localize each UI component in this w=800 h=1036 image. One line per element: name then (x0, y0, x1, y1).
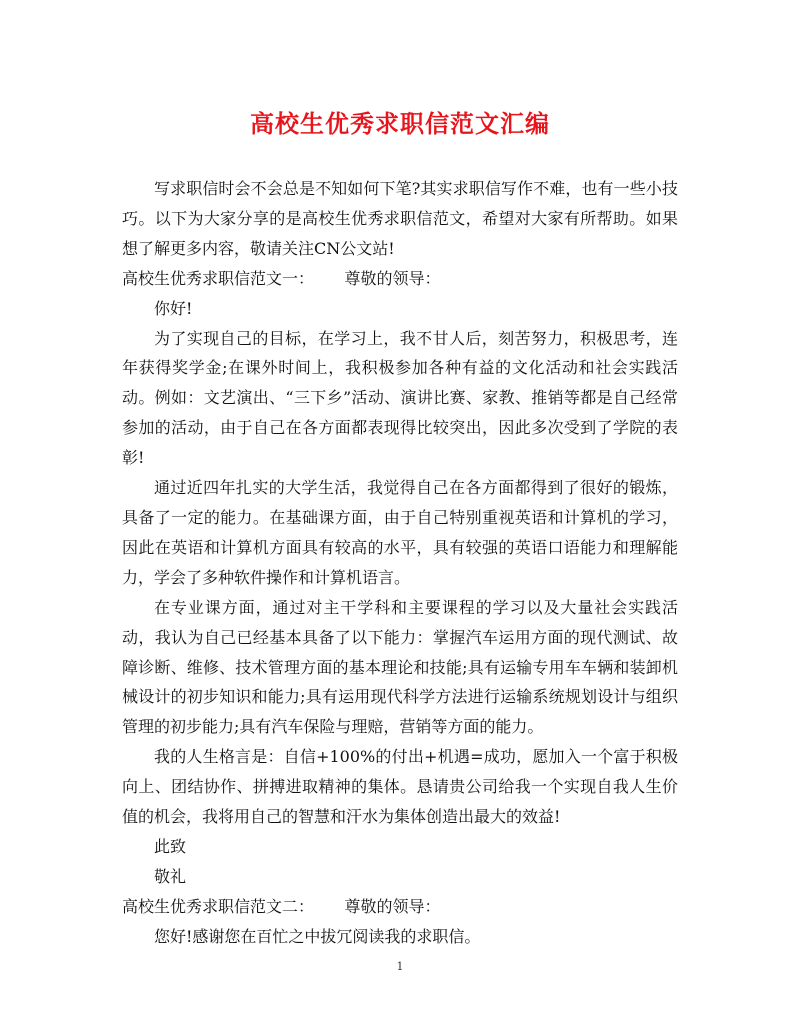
greeting: 尊敬的领导： (344, 896, 441, 916)
salutation: 你好! (154, 298, 193, 318)
body-paragraph: 我的人生格言是：自信+100%的付出+机遇=成功，愿加入一个富于积极向上、团结协作、拼搏进取精神的集体。恳请贵公司给我一个实现自我人生价值的机会，我将用自己的智慧和汗水为集体创造出最大的效益! (122, 747, 678, 827)
intro-paragraph: 写求职信时会不会总是不知如何下笔?其实求职信写作不难，也有一些小技巧。以下为大家分享的是高校生优秀求职信范文，希望对大家有所帮助。如果想了解更多内容，敬请关注CN公文站! (122, 179, 678, 258)
closing-line: 此致 (154, 836, 187, 856)
section-heading-2 (122, 892, 678, 922)
body-paragraph: 为了实现自己的目标，在学习上，我不甘人后，刻苦努力，积极思考，连年获得奖学金;在课外时间上，我积极参加各种有益的文化活动和社会实践活动。例如：文艺演出、“三下乡”活动、演讲比赛、家教、推销等都是自己经常参加的活动，由于自己在各方面都表现得比较突出，因此多次受到了学院的表彰! (122, 328, 678, 468)
body-paragraph: 在专业课方面，通过对主干学科和主要课程的学习以及大量社会实践活动，我认为自己已经基本具备了以下能力：掌握汽车运用方面的现代测试、故障诊断、维修、技术管理方面的基本理论和技能;具有运输专用车车辆和装卸机械设计的初步知识和能力;具有运用现代科学方法进行运输系统规划设计与组织管理的初步能力;具有汽车保险与理赔，营销等方面的能力。 (122, 597, 678, 737)
section-heading-1 (122, 264, 678, 294)
closing-line: 敬礼 (154, 866, 187, 886)
greeting: 尊敬的领导： (344, 268, 441, 288)
section-heading-label: 高校生优秀求职信范文一： (122, 268, 315, 288)
page-number: 1 (396, 960, 404, 973)
document-body (122, 174, 678, 952)
document-title: 高校生优秀求职信范文汇编 (250, 109, 550, 138)
body-paragraph: 通过近四年扎实的大学生活，我觉得自己在各方面都得到了很好的锻炼，具备了一定的能力。在基础课方面，由于自己特别重视英语和计算机的学习，因此在英语和计算机方面具有较高的水平，具有较强的英语口语能力和理解能力，学会了多种软件操作和计算机语言。 (122, 478, 678, 587)
salutation: 您好!感谢您在百忙之中拔冗阅读我的求职信。 (154, 926, 481, 946)
section-heading-label: 高校生优秀求职信范文二： (122, 896, 315, 916)
